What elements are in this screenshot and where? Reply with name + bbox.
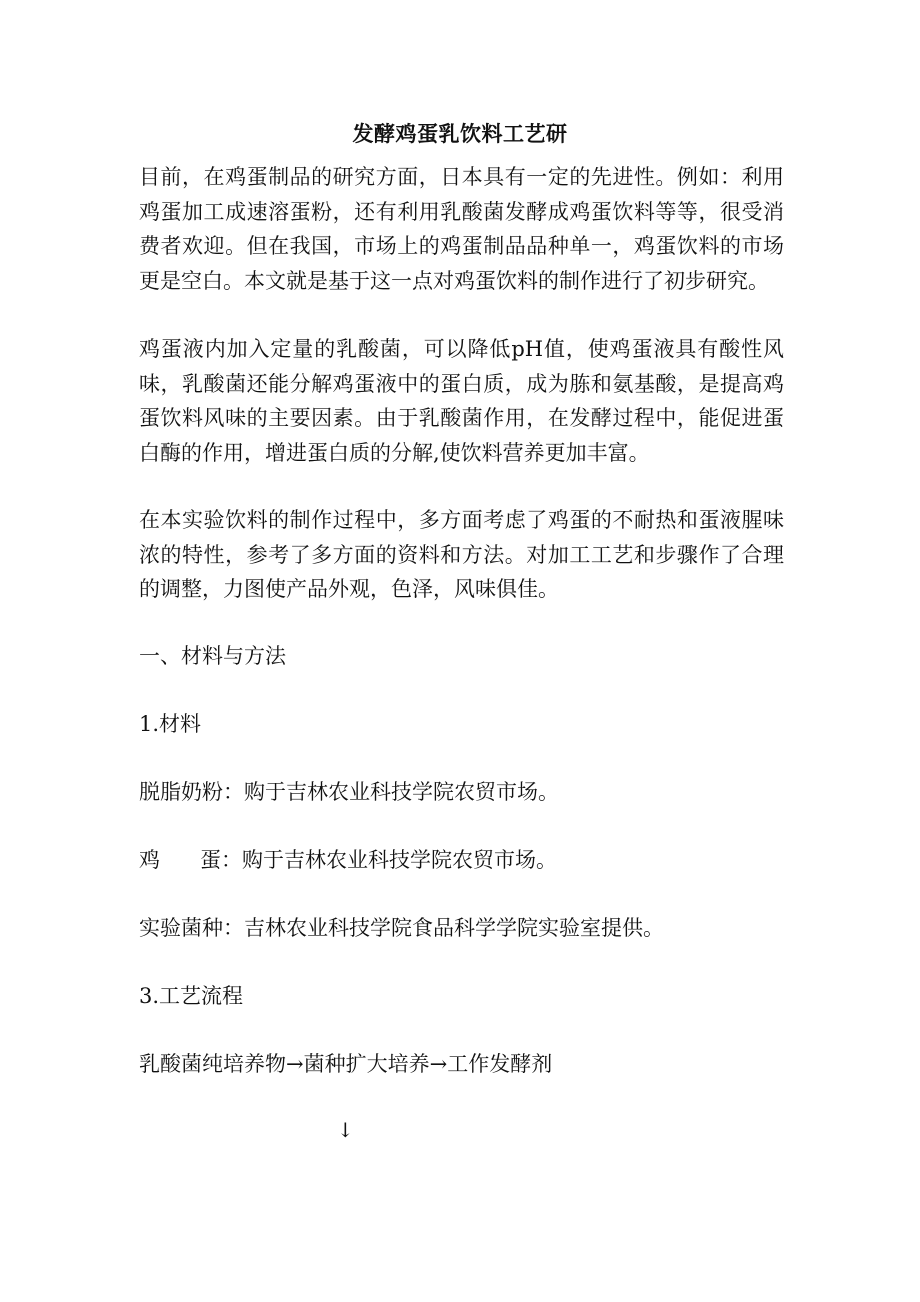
subsection-materials-heading: 1.材料 [139, 712, 202, 736]
material-item: 鸡 蛋：购于吉林农业科技学院农贸市场。 [139, 848, 558, 872]
document-title: 发酵鸡蛋乳饮料工艺研 [352, 121, 568, 146]
paragraph-experiment: 在本实验饮料的制作过程中，多方面考虑了鸡蛋的不耐热和蛋液腥味浓的特性，参考了多方面的资料和方法。对加工工艺和步骤作了合理的调整，力图使产品外观，色泽，风味俱佳。 [139, 508, 784, 601]
process-flow-line: 乳酸菌纯培养物→菌种扩大培养→工作发酵剂 [139, 1052, 553, 1076]
material-item: 实验菌种：吉林农业科技学院食品科学学院实验室提供。 [139, 916, 664, 940]
down-arrow-icon: ↓ [337, 1118, 354, 1142]
paragraph-intro: 目前，在鸡蛋制品的研究方面，日本具有一定的先进性。例如：利用鸡蛋加工成速溶蛋粉，还有利用乳酸菌发酵成鸡蛋饮料等等，很受消费者欢迎。但在我国，市场上的鸡蛋制品品种单一，鸡蛋饮料的市场更是空白。本文就是基于这一点对鸡蛋饮料的制作进行了初步研究。 [139, 165, 784, 293]
material-item: 脱脂奶粉：购于吉林农业科技学院农贸市场。 [139, 780, 559, 804]
section-heading: 一、材料与方法 [139, 644, 286, 668]
paragraph-lactic-acid: 鸡蛋液内加入定量的乳酸菌，可以降低pH值，使鸡蛋液具有酸性风味，乳酸菌还能分解鸡蛋液中的蛋白质，成为胨和氨基酸，是提高鸡蛋饮料风味的主要因素。由于乳酸菌作用，在发酵过程中，能促进蛋白酶的作用，增进蛋白质的分解,使饮料营养更加丰富。 [139, 337, 784, 465]
subsection-process-heading: 3.工艺流程 [139, 984, 244, 1008]
